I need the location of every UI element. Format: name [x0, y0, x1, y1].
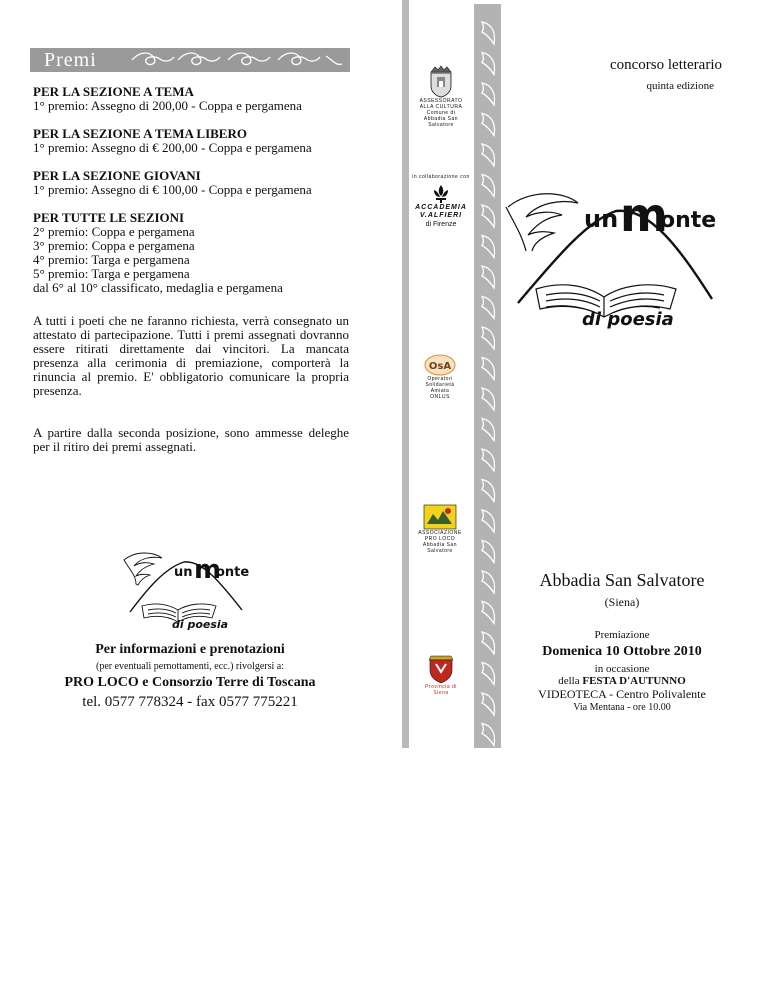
feather-icon	[482, 358, 495, 380]
province-name: (Siena)	[604, 595, 640, 609]
event-block	[512, 629, 732, 713]
feather-icon	[482, 22, 495, 44]
sponsor-text: Abbadia San Salvatore	[422, 542, 458, 554]
sponsor-text: ACCADEMIA	[415, 204, 467, 211]
prize-section-heading: PER LA SEZIONE GIOVANI	[33, 168, 201, 183]
sponsor-text: Siena	[433, 690, 449, 696]
sponsor-text: ONLUS	[430, 394, 450, 400]
town-name: Abbadia San Salvatore	[539, 570, 705, 590]
info-organizer: PRO LOCO e Consorzio Terre di Toscana	[64, 675, 316, 690]
contest-header	[512, 57, 752, 92]
attendance-note: A tutti i poeti che ne faranno richiesta, verrà consegnato un attestato di partecipazione. Tutti i premi assegnati dovranno essere ritirati direttamente dai vincitori. La mancata presenza alla cerimonia di premiazione, comporterà la rinuncia al premio. E' obbligatorio comunicare la propria presenza.	[33, 313, 349, 398]
swirl-ornament-icon	[130, 50, 345, 70]
event-festa	[512, 675, 732, 687]
proloco-logo-icon	[423, 504, 457, 530]
sponsor-provincia	[416, 654, 466, 696]
feather-icon	[482, 480, 495, 502]
delegates-note: A partire dalla seconda posizione, sono ammesse deleghe per il ritiro dei premi assegnati.	[33, 425, 349, 454]
feather-icon	[482, 297, 495, 319]
sponsor-text: PRO LOCO	[424, 536, 456, 542]
prize-line: 5° premio: Targa e pergamena	[33, 266, 190, 281]
prize-section	[33, 211, 353, 295]
feather-icon	[482, 83, 495, 105]
feather-icon	[482, 388, 495, 410]
feather-icon	[482, 144, 495, 166]
brand-tagline-text: di poesia	[582, 309, 674, 330]
sponsor-proloco	[410, 504, 470, 554]
prize-list	[33, 85, 353, 309]
feather-icon	[482, 724, 495, 746]
brand-onte-text: onte	[660, 208, 717, 233]
prize-line: 1° premio: Assegno di 200,00 - Coppa e pergamena	[33, 98, 302, 113]
small-brand-logo	[120, 548, 270, 635]
fold-spine	[402, 0, 409, 748]
prize-line: 2° premio: Coppa e pergamena	[33, 224, 195, 239]
brand-un-text: un	[174, 565, 193, 580]
feather-icon	[482, 266, 495, 288]
info-title: Per informazioni e prenotazioni	[95, 642, 285, 657]
feather-icon	[482, 510, 495, 532]
quill-icon	[506, 194, 578, 251]
premi-header-band	[30, 48, 350, 72]
prize-section-heading: PER LA SEZIONE A TEMA	[33, 84, 194, 99]
feather-icon	[482, 663, 495, 685]
festa-prefix: della	[558, 675, 580, 687]
feather-icon	[482, 541, 495, 563]
prize-line: dal 6° al 10° classificato, medaglia e pergamena	[33, 280, 283, 295]
prize-line: 1° premio: Assegno di € 100,00 - Coppa e pergamena	[33, 182, 312, 197]
sponsor-text: Solidarietà	[425, 382, 455, 388]
event-venue: VIDEOTECA - Centro Polivalente	[538, 687, 706, 701]
premi-title: Premi	[44, 49, 97, 71]
info-phone: tel. 0577 778324 - fax 0577 775221	[82, 694, 298, 710]
sponsor-assessorato	[416, 64, 466, 128]
feather-icon	[482, 693, 495, 715]
sponsor-text: Provincia di	[425, 684, 457, 690]
feather-icon	[482, 327, 495, 349]
prize-section	[33, 169, 353, 197]
sponsor-text: ALLA CULTURA	[419, 104, 463, 110]
prize-line: 3° premio: Coppa e pergamena	[33, 238, 195, 253]
feather-icon	[482, 114, 495, 136]
prize-section	[33, 127, 353, 155]
contest-label: concorso letterario	[609, 57, 722, 73]
rules-notes	[33, 314, 349, 454]
feather-icon	[482, 602, 495, 624]
event-occasion: in occasione	[594, 663, 650, 675]
main-brand-logo	[500, 185, 730, 340]
feather-icon	[482, 571, 495, 593]
prize-section	[33, 85, 353, 113]
feather-icon	[482, 236, 495, 258]
feather-icon	[482, 449, 495, 471]
osa-mark-text: OsA	[428, 361, 452, 372]
feather-icon	[482, 175, 495, 197]
brand-tagline-text: di poesia	[172, 618, 229, 630]
brand-m-text: m	[194, 555, 222, 585]
feather-icon	[482, 205, 495, 227]
festa-name: FESTA D'AUTUNNO	[582, 675, 686, 687]
feather-icon	[482, 53, 495, 75]
ornament-strip	[474, 4, 501, 748]
sponsor-text: di Firenze	[425, 221, 457, 228]
prize-section-heading: PER TUTTE LE SEZIONI	[33, 210, 185, 225]
brand-m-text: m	[620, 188, 668, 242]
info-block	[30, 642, 350, 711]
fleur-de-lis-icon	[432, 184, 450, 204]
sponsor-text: V.ALFIERI	[419, 212, 463, 219]
sponsor-osa	[414, 354, 466, 400]
brand-onte-text: onte	[216, 565, 250, 580]
sponsor-text: Amiata	[430, 388, 450, 394]
sponsor-text: Abbadia San Salvatore	[423, 116, 459, 128]
brand-un-text: un	[584, 205, 619, 233]
contest-edition: quinta edizione	[646, 80, 714, 92]
provincia-crest-icon	[427, 654, 455, 684]
event-address: Via Mentana - ore 10.00	[573, 702, 671, 713]
sponsor-accademia	[412, 174, 470, 229]
sponsor-text: ASSOCIAZIONE	[418, 530, 462, 536]
osa-logo-icon	[424, 354, 456, 376]
prize-line: 1° premio: Assegno di € 200,00 - Coppa e pergamena	[33, 140, 312, 155]
collab-label: in collaborazione con	[412, 174, 470, 180]
sponsor-text: ASSESSORATO	[419, 98, 463, 104]
location-block	[512, 570, 732, 610]
prize-line: 4° premio: Targa e pergamena	[33, 252, 190, 267]
prize-section-heading: PER LA SEZIONE A TEMA LIBERO	[33, 126, 247, 141]
sponsor-text: Operatori	[427, 376, 453, 382]
event-label: Premiazione	[594, 629, 650, 641]
town-crest-icon	[428, 64, 454, 98]
event-date: Domenica 10 Ottobre 2010	[542, 644, 702, 659]
sponsor-text: Comune di	[426, 110, 456, 116]
feather-icon	[482, 419, 495, 441]
info-subtitle: (per eventuali pernottamenti, ecc.) rivolgersi a:	[96, 661, 284, 672]
feather-ornament-column	[474, 4, 501, 748]
feather-icon	[482, 632, 495, 654]
